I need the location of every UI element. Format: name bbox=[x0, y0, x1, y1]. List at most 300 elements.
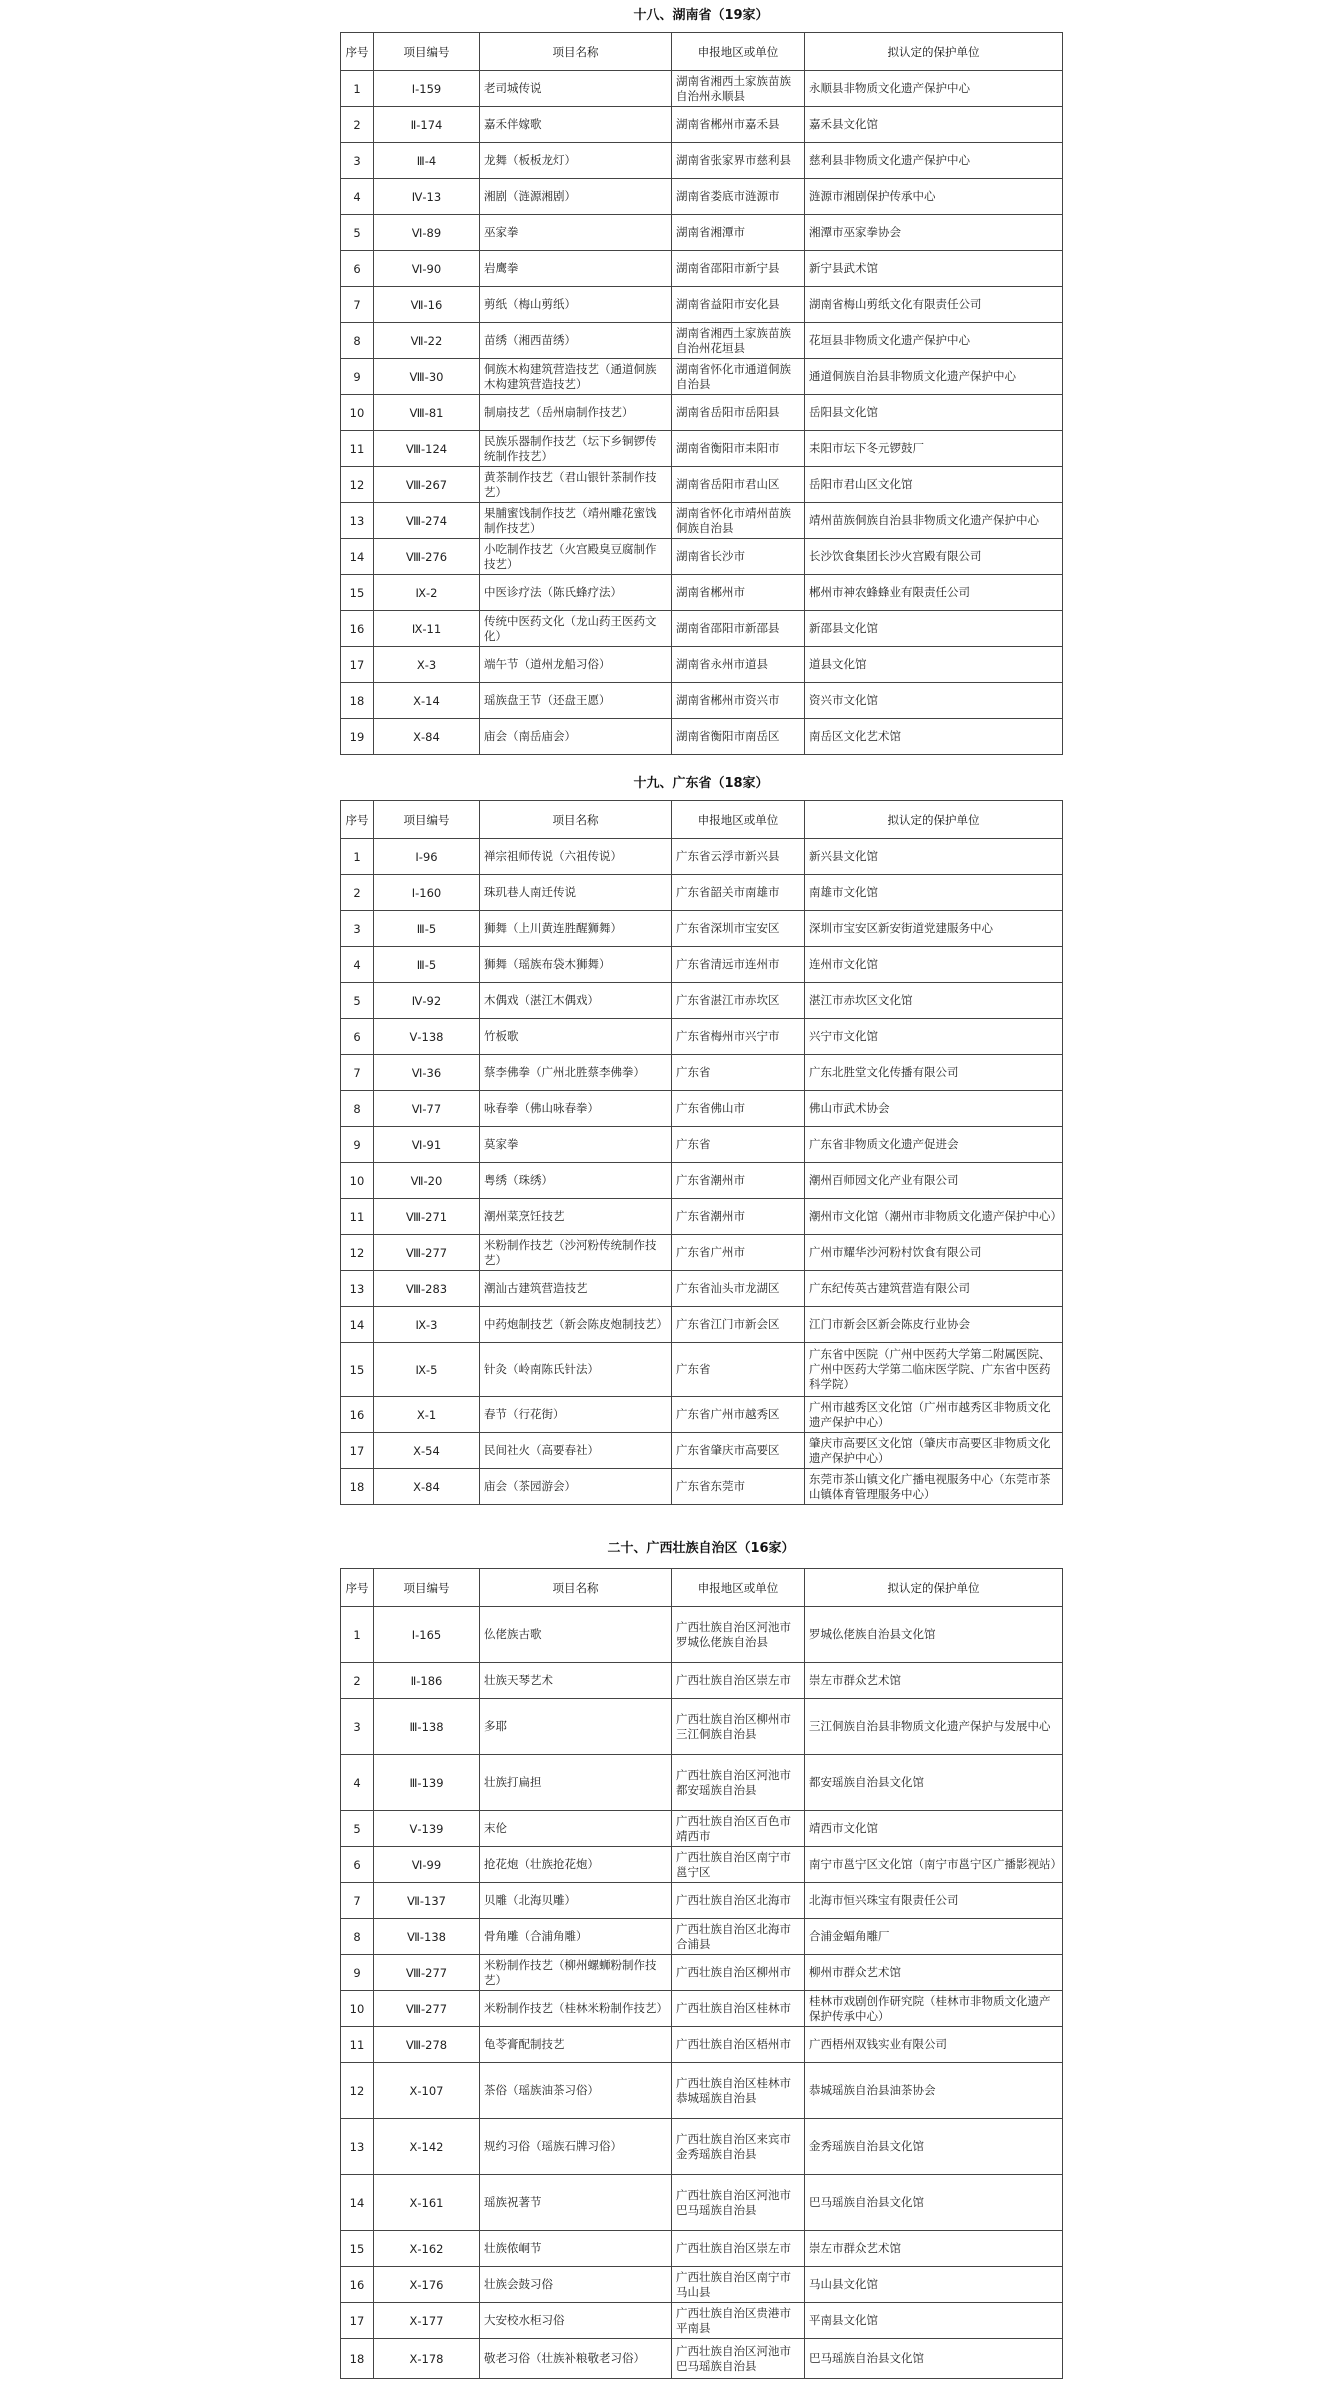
cell-row-number: 8 bbox=[341, 323, 374, 359]
cell-protection-unit: 通道侗族自治县非物质文化遗产保护中心 bbox=[805, 359, 1063, 395]
cell-protection-unit: 罗城仫佬族自治县文化馆 bbox=[805, 1607, 1063, 1663]
cell-region: 湖南省衡阳市南岳区 bbox=[672, 719, 805, 755]
cell-row-number: 12 bbox=[341, 467, 374, 503]
cell-item-name: 嘉禾伴嫁歌 bbox=[480, 107, 672, 143]
table-header-row bbox=[341, 33, 1063, 71]
table-row bbox=[341, 1699, 1063, 1755]
cell-protection-unit: 北海市恒兴珠宝有限责任公司 bbox=[805, 1883, 1063, 1919]
cell-row-number: 16 bbox=[341, 1397, 374, 1433]
table-row bbox=[341, 107, 1063, 143]
cell-region: 广西壮族自治区桂林市 bbox=[672, 1991, 805, 2027]
cell-item-code: Ⅸ-5 bbox=[374, 1343, 480, 1397]
table-row bbox=[341, 2175, 1063, 2231]
cell-region: 广西壮族自治区南宁市邕宁区 bbox=[672, 1847, 805, 1883]
cell-item-name: 敬老习俗（壮族补粮敬老习俗） bbox=[480, 2339, 672, 2379]
cell-row-number: 16 bbox=[341, 611, 374, 647]
column-header-row-number: 序号 bbox=[341, 33, 374, 71]
cell-row-number: 7 bbox=[341, 1883, 374, 1919]
cell-item-code: Ⅷ-271 bbox=[374, 1199, 480, 1235]
cell-item-code: Ⅷ-30 bbox=[374, 359, 480, 395]
column-header-item-code: 项目编号 bbox=[374, 33, 480, 71]
cell-region: 湖南省郴州市嘉禾县 bbox=[672, 107, 805, 143]
cell-item-name: 壮族侬峒节 bbox=[480, 2231, 672, 2267]
cell-row-number: 10 bbox=[341, 395, 374, 431]
cell-protection-unit: 靖州苗族侗族自治县非物质文化遗产保护中心 bbox=[805, 503, 1063, 539]
table-row bbox=[341, 1091, 1063, 1127]
cell-protection-unit: 江门市新会区新会陈皮行业协会 bbox=[805, 1307, 1063, 1343]
table-row bbox=[341, 1199, 1063, 1235]
cell-protection-unit: 广东省中医院（广州中医药大学第二附属医院、广州中医药大学第二临床医学院、广东省中医药科学院） bbox=[805, 1343, 1063, 1397]
table-row bbox=[341, 2027, 1063, 2063]
cell-item-code: Ⅷ-267 bbox=[374, 467, 480, 503]
table-row bbox=[341, 1235, 1063, 1271]
table-row bbox=[341, 1811, 1063, 1847]
cell-protection-unit: 崇左市群众艺术馆 bbox=[805, 1663, 1063, 1699]
table-row bbox=[341, 1127, 1063, 1163]
cell-row-number: 11 bbox=[341, 2027, 374, 2063]
cell-protection-unit: 肇庆市高要区文化馆（肇庆市高要区非物质文化遗产保护中心） bbox=[805, 1433, 1063, 1469]
cell-item-code: Ⅷ-278 bbox=[374, 2027, 480, 2063]
cell-item-code: Ⅹ-1 bbox=[374, 1397, 480, 1433]
cell-row-number: 15 bbox=[341, 1343, 374, 1397]
cell-row-number: 2 bbox=[341, 875, 374, 911]
table-row bbox=[341, 719, 1063, 755]
cell-region: 湖南省娄底市涟源市 bbox=[672, 179, 805, 215]
cell-item-code: Ⅱ-174 bbox=[374, 107, 480, 143]
cell-row-number: 14 bbox=[341, 539, 374, 575]
cell-protection-unit: 道县文化馆 bbox=[805, 647, 1063, 683]
cell-protection-unit: 潮州市文化馆（潮州市非物质文化遗产保护中心） bbox=[805, 1199, 1063, 1235]
cell-protection-unit: 恭城瑶族自治县油茶协会 bbox=[805, 2063, 1063, 2119]
column-header-row-number: 序号 bbox=[341, 1569, 374, 1607]
table-row bbox=[341, 1955, 1063, 1991]
table-row bbox=[341, 2231, 1063, 2267]
cell-row-number: 8 bbox=[341, 1919, 374, 1955]
cell-row-number: 12 bbox=[341, 2063, 374, 2119]
table-row bbox=[341, 2303, 1063, 2339]
cell-item-code: Ⅶ-20 bbox=[374, 1163, 480, 1199]
cell-item-name: 壮族打扁担 bbox=[480, 1755, 672, 1811]
cell-region: 湖南省郴州市资兴市 bbox=[672, 683, 805, 719]
cell-item-name: 中医诊疗法（陈氏蜂疗法） bbox=[480, 575, 672, 611]
cell-row-number: 4 bbox=[341, 179, 374, 215]
cell-row-number: 7 bbox=[341, 287, 374, 323]
cell-item-name: 抢花炮（壮族抢花炮） bbox=[480, 1847, 672, 1883]
cell-item-name: 竹板歌 bbox=[480, 1019, 672, 1055]
cell-item-code: Ⅶ-138 bbox=[374, 1919, 480, 1955]
cell-region: 广东省 bbox=[672, 1055, 805, 1091]
cell-region: 湖南省湘西土家族苗族自治州花垣县 bbox=[672, 323, 805, 359]
cell-region: 湖南省衡阳市耒阳市 bbox=[672, 431, 805, 467]
section-title: 二十、广西壮族自治区（16家） bbox=[607, 1541, 795, 1556]
cell-item-code: Ⅵ-99 bbox=[374, 1847, 480, 1883]
cell-item-code: Ⅲ-138 bbox=[374, 1699, 480, 1755]
column-header-protection-unit: 拟认定的保护单位 bbox=[805, 33, 1063, 71]
cell-item-name: 潮汕古建筑营造技艺 bbox=[480, 1271, 672, 1307]
table-header-row bbox=[341, 1569, 1063, 1607]
cell-row-number: 4 bbox=[341, 1755, 374, 1811]
table-row bbox=[341, 395, 1063, 431]
table-row bbox=[341, 983, 1063, 1019]
cell-protection-unit: 靖西市文化馆 bbox=[805, 1811, 1063, 1847]
cell-region: 广西壮族自治区北海市合浦县 bbox=[672, 1919, 805, 1955]
cell-item-code: Ⅶ-137 bbox=[374, 1883, 480, 1919]
cell-region: 湖南省长沙市 bbox=[672, 539, 805, 575]
cell-row-number: 6 bbox=[341, 1019, 374, 1055]
cell-protection-unit: 潮州百师园文化产业有限公司 bbox=[805, 1163, 1063, 1199]
cell-region: 广西壮族自治区桂林市恭城瑶族自治县 bbox=[672, 2063, 805, 2119]
cell-region: 湖南省邵阳市新宁县 bbox=[672, 251, 805, 287]
cell-item-name: 传统中医药文化（龙山药王医药文化） bbox=[480, 611, 672, 647]
cell-region: 广东省深圳市宝安区 bbox=[672, 911, 805, 947]
cell-region: 广东省广州市 bbox=[672, 1235, 805, 1271]
table-row bbox=[341, 1055, 1063, 1091]
cell-item-code: Ⅷ-276 bbox=[374, 539, 480, 575]
cell-row-number: 15 bbox=[341, 575, 374, 611]
cell-region: 广西壮族自治区崇左市 bbox=[672, 2231, 805, 2267]
cell-item-name: 制扇技艺（岳州扇制作技艺） bbox=[480, 395, 672, 431]
cell-item-name: 民间社火（高要春社） bbox=[480, 1433, 672, 1469]
table-row bbox=[341, 323, 1063, 359]
cell-region: 广东省潮州市 bbox=[672, 1199, 805, 1235]
cell-protection-unit: 巴马瑶族自治县文化馆 bbox=[805, 2339, 1063, 2379]
cell-item-code: Ⅵ-36 bbox=[374, 1055, 480, 1091]
cell-item-code: Ⅴ-139 bbox=[374, 1811, 480, 1847]
cell-item-code: Ⅰ-165 bbox=[374, 1607, 480, 1663]
cell-row-number: 13 bbox=[341, 503, 374, 539]
column-header-item-name: 项目名称 bbox=[480, 33, 672, 71]
cell-item-name: 粤绣（珠绣） bbox=[480, 1163, 672, 1199]
cell-item-code: Ⅷ-277 bbox=[374, 1991, 480, 2027]
cell-region: 湖南省益阳市安化县 bbox=[672, 287, 805, 323]
cell-item-code: Ⅹ-142 bbox=[374, 2119, 480, 2175]
cell-protection-unit: 耒阳市坛下冬元锣鼓厂 bbox=[805, 431, 1063, 467]
cell-region: 广西壮族自治区柳州市 bbox=[672, 1955, 805, 1991]
column-header-row-number: 序号 bbox=[341, 801, 374, 839]
cell-protection-unit: 广州市越秀区文化馆（广州市越秀区非物质文化遗产保护中心） bbox=[805, 1397, 1063, 1433]
cell-row-number: 11 bbox=[341, 431, 374, 467]
section-table bbox=[340, 1568, 1063, 2379]
cell-row-number: 17 bbox=[341, 647, 374, 683]
cell-item-code: Ⅶ-22 bbox=[374, 323, 480, 359]
cell-protection-unit: 湛江市赤坎区文化馆 bbox=[805, 983, 1063, 1019]
cell-protection-unit: 新邵县文化馆 bbox=[805, 611, 1063, 647]
cell-protection-unit: 郴州市神农蜂蜂业有限责任公司 bbox=[805, 575, 1063, 611]
cell-item-name: 岩鹰拳 bbox=[480, 251, 672, 287]
cell-item-name: 茶俗（瑶族油茶习俗） bbox=[480, 2063, 672, 2119]
cell-row-number: 11 bbox=[341, 1199, 374, 1235]
column-header-item-code: 项目编号 bbox=[374, 1569, 480, 1607]
cell-protection-unit: 柳州市群众艺术馆 bbox=[805, 1955, 1063, 1991]
cell-item-code: Ⅳ-92 bbox=[374, 983, 480, 1019]
cell-item-name: 中药炮制技艺（新会陈皮炮制技艺） bbox=[480, 1307, 672, 1343]
cell-protection-unit: 连州市文化馆 bbox=[805, 947, 1063, 983]
cell-item-name: 骨角雕（合浦角雕） bbox=[480, 1919, 672, 1955]
cell-row-number: 12 bbox=[341, 1235, 374, 1271]
cell-protection-unit: 合浦金蝠角雕厂 bbox=[805, 1919, 1063, 1955]
cell-region: 湖南省湘西土家族苗族自治州永顺县 bbox=[672, 71, 805, 107]
cell-row-number: 5 bbox=[341, 983, 374, 1019]
cell-item-name: 瑶族盘王节（还盘王愿） bbox=[480, 683, 672, 719]
cell-protection-unit: 南宁市邕宁区文化馆（南宁市邕宁区广播影视站） bbox=[805, 1847, 1063, 1883]
cell-item-name: 潮州菜烹饪技艺 bbox=[480, 1199, 672, 1235]
cell-row-number: 6 bbox=[341, 1847, 374, 1883]
table-row bbox=[341, 911, 1063, 947]
table-row bbox=[341, 1307, 1063, 1343]
cell-item-name: 仫佬族古歌 bbox=[480, 1607, 672, 1663]
cell-row-number: 2 bbox=[341, 107, 374, 143]
cell-region: 广西壮族自治区河池市巴马瑶族自治县 bbox=[672, 2339, 805, 2379]
cell-item-code: Ⅷ-283 bbox=[374, 1271, 480, 1307]
cell-region: 广西壮族自治区梧州市 bbox=[672, 2027, 805, 2063]
table-row bbox=[341, 287, 1063, 323]
cell-protection-unit: 崇左市群众艺术馆 bbox=[805, 2231, 1063, 2267]
cell-item-code: Ⅷ-81 bbox=[374, 395, 480, 431]
cell-item-code: Ⅹ-54 bbox=[374, 1433, 480, 1469]
cell-row-number: 17 bbox=[341, 2303, 374, 2339]
table-row bbox=[341, 539, 1063, 575]
cell-row-number: 3 bbox=[341, 911, 374, 947]
table-row bbox=[341, 1663, 1063, 1699]
cell-item-name: 大安校水柜习俗 bbox=[480, 2303, 672, 2339]
cell-item-code: Ⅹ-177 bbox=[374, 2303, 480, 2339]
cell-row-number: 2 bbox=[341, 1663, 374, 1699]
cell-region: 广西壮族自治区贵港市平南县 bbox=[672, 2303, 805, 2339]
cell-region: 广东省肇庆市高要区 bbox=[672, 1433, 805, 1469]
cell-row-number: 5 bbox=[341, 215, 374, 251]
cell-item-name: 苗绣（湘西苗绣） bbox=[480, 323, 672, 359]
cell-item-name: 龙舞（板板龙灯） bbox=[480, 143, 672, 179]
cell-item-name: 剪纸（梅山剪纸） bbox=[480, 287, 672, 323]
table-row bbox=[341, 1919, 1063, 1955]
cell-item-code: Ⅰ-96 bbox=[374, 839, 480, 875]
table-row bbox=[341, 1883, 1063, 1919]
cell-item-code: Ⅵ-77 bbox=[374, 1091, 480, 1127]
table-row bbox=[341, 467, 1063, 503]
cell-protection-unit: 都安瑶族自治县文化馆 bbox=[805, 1755, 1063, 1811]
cell-region: 广西壮族自治区河池市巴马瑶族自治县 bbox=[672, 2175, 805, 2231]
cell-item-code: Ⅹ-161 bbox=[374, 2175, 480, 2231]
cell-row-number: 16 bbox=[341, 2267, 374, 2303]
cell-item-code: Ⅷ-277 bbox=[374, 1235, 480, 1271]
cell-item-code: Ⅴ-138 bbox=[374, 1019, 480, 1055]
column-header-item-name: 项目名称 bbox=[480, 801, 672, 839]
cell-item-code: Ⅲ-4 bbox=[374, 143, 480, 179]
table-row bbox=[341, 611, 1063, 647]
cell-protection-unit: 新宁县武术馆 bbox=[805, 251, 1063, 287]
cell-region: 广东省潮州市 bbox=[672, 1163, 805, 1199]
cell-protection-unit: 广东纪传英古建筑营造有限公司 bbox=[805, 1271, 1063, 1307]
cell-item-name: 珠玑巷人南迁传说 bbox=[480, 875, 672, 911]
cell-row-number: 17 bbox=[341, 1433, 374, 1469]
table-row bbox=[341, 2063, 1063, 2119]
table-row bbox=[341, 2339, 1063, 2379]
cell-item-code: Ⅹ-176 bbox=[374, 2267, 480, 2303]
cell-row-number: 4 bbox=[341, 947, 374, 983]
cell-protection-unit: 涟源市湘剧保护传承中心 bbox=[805, 179, 1063, 215]
cell-region: 广东省湛江市赤坎区 bbox=[672, 983, 805, 1019]
cell-item-name: 春节（行花街） bbox=[480, 1397, 672, 1433]
cell-row-number: 9 bbox=[341, 359, 374, 395]
table-row bbox=[341, 1847, 1063, 1883]
cell-item-code: Ⅱ-186 bbox=[374, 1663, 480, 1699]
cell-region: 湖南省怀化市靖州苗族侗族自治县 bbox=[672, 503, 805, 539]
cell-protection-unit: 花垣县非物质文化遗产保护中心 bbox=[805, 323, 1063, 359]
table-row bbox=[341, 1607, 1063, 1663]
column-header-item-code: 项目编号 bbox=[374, 801, 480, 839]
cell-row-number: 15 bbox=[341, 2231, 374, 2267]
cell-item-name: 庙会（茶园游会） bbox=[480, 1469, 672, 1505]
cell-region: 广东省云浮市新兴县 bbox=[672, 839, 805, 875]
cell-item-name: 侗族木构建筑营造技艺（通道侗族木构建筑营造技艺） bbox=[480, 359, 672, 395]
cell-protection-unit: 长沙饮食集团长沙火宫殿有限公司 bbox=[805, 539, 1063, 575]
cell-region: 湖南省岳阳市岳阳县 bbox=[672, 395, 805, 431]
table-row bbox=[341, 647, 1063, 683]
cell-protection-unit: 岳阳市君山区文化馆 bbox=[805, 467, 1063, 503]
column-header-region: 申报地区或单位 bbox=[672, 1569, 805, 1607]
cell-item-name: 龟苓膏配制技艺 bbox=[480, 2027, 672, 2063]
table-row bbox=[341, 1755, 1063, 1811]
cell-row-number: 18 bbox=[341, 1469, 374, 1505]
column-header-protection-unit: 拟认定的保护单位 bbox=[805, 801, 1063, 839]
cell-region: 广东省韶关市南雄市 bbox=[672, 875, 805, 911]
table-row bbox=[341, 179, 1063, 215]
table-row bbox=[341, 1397, 1063, 1433]
table-row bbox=[341, 575, 1063, 611]
table-row bbox=[341, 1433, 1063, 1469]
cell-item-name: 多耶 bbox=[480, 1699, 672, 1755]
table-row bbox=[341, 359, 1063, 395]
cell-item-name: 壮族会鼓习俗 bbox=[480, 2267, 672, 2303]
cell-item-code: Ⅹ-14 bbox=[374, 683, 480, 719]
table-row bbox=[341, 1469, 1063, 1505]
cell-item-name: 狮舞（瑶族布袋木狮舞） bbox=[480, 947, 672, 983]
cell-row-number: 9 bbox=[341, 1955, 374, 1991]
cell-region: 广东省汕头市龙湖区 bbox=[672, 1271, 805, 1307]
cell-item-code: Ⅹ-162 bbox=[374, 2231, 480, 2267]
cell-item-code: Ⅳ-13 bbox=[374, 179, 480, 215]
cell-protection-unit: 金秀瑶族自治县文化馆 bbox=[805, 2119, 1063, 2175]
cell-row-number: 18 bbox=[341, 683, 374, 719]
cell-item-name: 规约习俗（瑶族石牌习俗） bbox=[480, 2119, 672, 2175]
cell-item-code: Ⅵ-89 bbox=[374, 215, 480, 251]
table-row bbox=[341, 2119, 1063, 2175]
cell-row-number: 13 bbox=[341, 1271, 374, 1307]
cell-region: 广西壮族自治区来宾市金秀瑶族自治县 bbox=[672, 2119, 805, 2175]
cell-row-number: 1 bbox=[341, 1607, 374, 1663]
cell-item-code: Ⅷ-277 bbox=[374, 1955, 480, 1991]
cell-protection-unit: 嘉禾县文化馆 bbox=[805, 107, 1063, 143]
cell-row-number: 3 bbox=[341, 1699, 374, 1755]
cell-region: 湖南省张家界市慈利县 bbox=[672, 143, 805, 179]
cell-protection-unit: 湖南省梅山剪纸文化有限责任公司 bbox=[805, 287, 1063, 323]
cell-region: 湖南省岳阳市君山区 bbox=[672, 467, 805, 503]
table-row bbox=[341, 215, 1063, 251]
cell-item-name: 木偶戏（湛江木偶戏） bbox=[480, 983, 672, 1019]
cell-protection-unit: 兴宁市文化馆 bbox=[805, 1019, 1063, 1055]
cell-region: 广东省江门市新会区 bbox=[672, 1307, 805, 1343]
cell-item-code: Ⅰ-159 bbox=[374, 71, 480, 107]
cell-item-name: 米粉制作技艺（沙河粉传统制作技艺） bbox=[480, 1235, 672, 1271]
cell-row-number: 14 bbox=[341, 1307, 374, 1343]
cell-protection-unit: 平南县文化馆 bbox=[805, 2303, 1063, 2339]
section-table bbox=[340, 800, 1063, 1505]
cell-row-number: 10 bbox=[341, 1991, 374, 2027]
cell-item-name: 果脯蜜饯制作技艺（靖州雕花蜜饯制作技艺） bbox=[480, 503, 672, 539]
cell-item-name: 端午节（道州龙船习俗） bbox=[480, 647, 672, 683]
cell-protection-unit: 佛山市武术协会 bbox=[805, 1091, 1063, 1127]
table-row bbox=[341, 875, 1063, 911]
cell-item-name: 老司城传说 bbox=[480, 71, 672, 107]
cell-item-code: Ⅹ-107 bbox=[374, 2063, 480, 2119]
cell-item-code: Ⅸ-2 bbox=[374, 575, 480, 611]
cell-item-name: 巫家拳 bbox=[480, 215, 672, 251]
table-row bbox=[341, 1343, 1063, 1397]
cell-protection-unit: 湘潭市巫家拳协会 bbox=[805, 215, 1063, 251]
cell-row-number: 14 bbox=[341, 2175, 374, 2231]
cell-row-number: 7 bbox=[341, 1055, 374, 1091]
cell-item-code: Ⅲ-5 bbox=[374, 911, 480, 947]
cell-protection-unit: 广东北胜堂文化传播有限公司 bbox=[805, 1055, 1063, 1091]
cell-item-name: 咏春拳（佛山咏春拳） bbox=[480, 1091, 672, 1127]
cell-item-code: Ⅹ-84 bbox=[374, 719, 480, 755]
cell-item-name: 民族乐器制作技艺（坛下乡铜锣传统制作技艺） bbox=[480, 431, 672, 467]
cell-item-name: 米粉制作技艺（桂林米粉制作技艺） bbox=[480, 1991, 672, 2027]
cell-region: 湖南省永州市道县 bbox=[672, 647, 805, 683]
column-header-region: 申报地区或单位 bbox=[672, 33, 805, 71]
cell-row-number: 1 bbox=[341, 71, 374, 107]
cell-protection-unit: 广州市耀华沙河粉村饮食有限公司 bbox=[805, 1235, 1063, 1271]
cell-region: 广西壮族自治区河池市都安瑶族自治县 bbox=[672, 1755, 805, 1811]
table-row bbox=[341, 1163, 1063, 1199]
cell-region: 广东省清远市连州市 bbox=[672, 947, 805, 983]
cell-row-number: 3 bbox=[341, 143, 374, 179]
cell-protection-unit: 东莞市茶山镇文化广播电视服务中心（东莞市茶山镇体育管理服务中心） bbox=[805, 1469, 1063, 1505]
cell-item-code: Ⅲ-139 bbox=[374, 1755, 480, 1811]
cell-protection-unit: 南雄市文化馆 bbox=[805, 875, 1063, 911]
cell-item-name: 瑶族祝著节 bbox=[480, 2175, 672, 2231]
table-row bbox=[341, 1271, 1063, 1307]
table-row bbox=[341, 143, 1063, 179]
cell-item-name: 禅宗祖师传说（六祖传说） bbox=[480, 839, 672, 875]
cell-protection-unit: 桂林市戏剧创作研究院（桂林市非物质文化遗产保护传承中心） bbox=[805, 1991, 1063, 2027]
cell-region: 湖南省怀化市通道侗族自治县 bbox=[672, 359, 805, 395]
cell-item-name: 蔡李佛拳（广州北胜蔡李佛拳） bbox=[480, 1055, 672, 1091]
cell-item-code: Ⅹ-178 bbox=[374, 2339, 480, 2379]
cell-protection-unit: 深圳市宝安区新安街道党建服务中心 bbox=[805, 911, 1063, 947]
cell-protection-unit: 资兴市文化馆 bbox=[805, 683, 1063, 719]
column-header-item-name: 项目名称 bbox=[480, 1569, 672, 1607]
cell-protection-unit: 广西梧州双钱实业有限公司 bbox=[805, 2027, 1063, 2063]
cell-region: 广东省梅州市兴宁市 bbox=[672, 1019, 805, 1055]
cell-region: 广东省广州市越秀区 bbox=[672, 1397, 805, 1433]
cell-region: 湖南省湘潭市 bbox=[672, 215, 805, 251]
cell-item-name: 针灸（岭南陈氏针法） bbox=[480, 1343, 672, 1397]
cell-protection-unit: 新兴县文化馆 bbox=[805, 839, 1063, 875]
cell-region: 广西壮族自治区崇左市 bbox=[672, 1663, 805, 1699]
cell-item-name: 末伦 bbox=[480, 1811, 672, 1847]
cell-row-number: 13 bbox=[341, 2119, 374, 2175]
cell-region: 广东省东莞市 bbox=[672, 1469, 805, 1505]
cell-region: 湖南省郴州市 bbox=[672, 575, 805, 611]
cell-item-name: 狮舞（上川黄连胜醒狮舞） bbox=[480, 911, 672, 947]
table-row bbox=[341, 431, 1063, 467]
cell-row-number: 9 bbox=[341, 1127, 374, 1163]
cell-item-code: Ⅲ-5 bbox=[374, 947, 480, 983]
cell-item-code: Ⅰ-160 bbox=[374, 875, 480, 911]
cell-item-name: 黄茶制作技艺（君山银针茶制作技艺） bbox=[480, 467, 672, 503]
cell-protection-unit: 马山县文化馆 bbox=[805, 2267, 1063, 2303]
